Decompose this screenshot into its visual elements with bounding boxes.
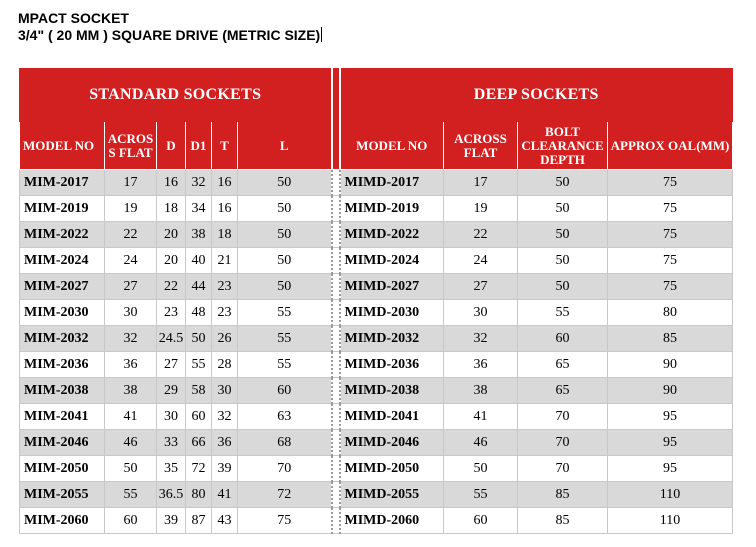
std-l-cell: 50 xyxy=(238,274,332,300)
header-std-d: D xyxy=(157,122,186,170)
header-std-t: T xyxy=(212,122,238,170)
table-row xyxy=(20,508,733,534)
socket-spec-table xyxy=(19,68,733,534)
std-l-cell: 68 xyxy=(238,430,332,456)
deep-model-cell: MIMD-2017 xyxy=(340,170,444,196)
deep-model-cell: MIMD-2030 xyxy=(340,300,444,326)
header-row xyxy=(20,122,733,170)
table-row xyxy=(20,326,733,352)
deep-model-cell: MIMD-2055 xyxy=(340,482,444,508)
std-l-cell: 50 xyxy=(238,170,332,196)
column-separator xyxy=(332,122,340,170)
std-t-cell: 21 xyxy=(212,248,238,274)
title-line-2 xyxy=(18,27,322,44)
deep-model-cell: MIMD-2032 xyxy=(340,326,444,352)
deep-model-cell: MIMD-2060 xyxy=(340,508,444,534)
deep-across-flat-cell: 55 xyxy=(444,482,518,508)
column-separator xyxy=(332,170,340,196)
std-d-cell: 24.5 xyxy=(157,326,186,352)
deep-oal-cell: 75 xyxy=(608,196,733,222)
deep-oal-cell: 75 xyxy=(608,222,733,248)
table-row xyxy=(20,352,733,378)
std-d-cell: 35 xyxy=(157,456,186,482)
deep-oal-cell: 90 xyxy=(608,352,733,378)
deep-across-flat-cell: 41 xyxy=(444,404,518,430)
deep-bolt-clearance-cell: 65 xyxy=(518,352,608,378)
column-separator xyxy=(332,352,340,378)
deep-bolt-clearance-cell: 50 xyxy=(518,196,608,222)
std-d1-cell: 32 xyxy=(186,170,212,196)
std-t-cell: 16 xyxy=(212,170,238,196)
table-row xyxy=(20,482,733,508)
header-deep-across-flat: ACROSS FLAT xyxy=(444,122,518,170)
std-across-flat-cell: 46 xyxy=(105,430,157,456)
banner-row xyxy=(20,69,733,122)
table-row xyxy=(20,456,733,482)
std-across-flat-cell: 19 xyxy=(105,196,157,222)
std-model-cell: MIM-2024 xyxy=(20,248,105,274)
header-deep-bolt-clearance: BOLT CLEARANCE DEPTH xyxy=(518,122,608,170)
column-separator xyxy=(332,430,340,456)
std-l-cell: 70 xyxy=(238,456,332,482)
header-std-across-flat: ACROS S FLAT xyxy=(105,122,157,170)
std-model-cell: MIM-2055 xyxy=(20,482,105,508)
std-l-cell: 50 xyxy=(238,222,332,248)
deep-bolt-clearance-cell: 50 xyxy=(518,248,608,274)
deep-bolt-clearance-cell: 70 xyxy=(518,404,608,430)
std-d1-cell: 66 xyxy=(186,430,212,456)
deep-across-flat-cell: 19 xyxy=(444,196,518,222)
std-d-cell: 29 xyxy=(157,378,186,404)
std-across-flat-cell: 41 xyxy=(105,404,157,430)
std-d1-cell: 60 xyxy=(186,404,212,430)
std-d-cell: 20 xyxy=(157,222,186,248)
table-row xyxy=(20,170,733,196)
std-t-cell: 16 xyxy=(212,196,238,222)
deep-oal-cell: 85 xyxy=(608,326,733,352)
deep-bolt-clearance-cell: 50 xyxy=(518,222,608,248)
text-cursor xyxy=(321,27,322,42)
std-d-cell: 22 xyxy=(157,274,186,300)
deep-bolt-clearance-cell: 70 xyxy=(518,430,608,456)
header-deep-oal: APPROX OAL(MM) xyxy=(608,122,733,170)
deep-bolt-clearance-cell: 50 xyxy=(518,274,608,300)
standard-sockets-banner: STANDARD SOCKETS xyxy=(20,69,332,122)
std-model-cell: MIM-2032 xyxy=(20,326,105,352)
deep-oal-cell: 80 xyxy=(608,300,733,326)
std-across-flat-cell: 17 xyxy=(105,170,157,196)
std-across-flat-cell: 55 xyxy=(105,482,157,508)
std-d1-cell: 34 xyxy=(186,196,212,222)
deep-across-flat-cell: 30 xyxy=(444,300,518,326)
std-t-cell: 39 xyxy=(212,456,238,482)
header-std-d1: D1 xyxy=(186,122,212,170)
header-std-model: MODEL NO xyxy=(20,122,105,170)
table-row xyxy=(20,300,733,326)
deep-model-cell: MIMD-2027 xyxy=(340,274,444,300)
std-l-cell: 60 xyxy=(238,378,332,404)
std-t-cell: 36 xyxy=(212,430,238,456)
table-row xyxy=(20,222,733,248)
std-d-cell: 18 xyxy=(157,196,186,222)
std-d1-cell: 50 xyxy=(186,326,212,352)
header-deep-model: MODEL NO xyxy=(340,122,444,170)
deep-model-cell: MIMD-2050 xyxy=(340,456,444,482)
std-d-cell: 36.5 xyxy=(157,482,186,508)
std-d-cell: 27 xyxy=(157,352,186,378)
deep-across-flat-cell: 24 xyxy=(444,248,518,274)
column-separator xyxy=(332,196,340,222)
table-row xyxy=(20,430,733,456)
std-d1-cell: 72 xyxy=(186,456,212,482)
deep-model-cell: MIMD-2041 xyxy=(340,404,444,430)
std-across-flat-cell: 27 xyxy=(105,274,157,300)
deep-model-cell: MIMD-2019 xyxy=(340,196,444,222)
deep-sockets-banner: DEEP SOCKETS xyxy=(340,69,733,122)
column-separator xyxy=(332,248,340,274)
std-t-cell: 26 xyxy=(212,326,238,352)
std-d1-cell: 58 xyxy=(186,378,212,404)
deep-bolt-clearance-cell: 50 xyxy=(518,170,608,196)
column-separator xyxy=(332,69,340,122)
column-separator xyxy=(332,326,340,352)
deep-bolt-clearance-cell: 55 xyxy=(518,300,608,326)
std-l-cell: 55 xyxy=(238,326,332,352)
std-across-flat-cell: 22 xyxy=(105,222,157,248)
std-d1-cell: 87 xyxy=(186,508,212,534)
table-row xyxy=(20,378,733,404)
column-separator xyxy=(332,508,340,534)
column-separator xyxy=(332,222,340,248)
table-row xyxy=(20,196,733,222)
std-l-cell: 55 xyxy=(238,352,332,378)
std-t-cell: 18 xyxy=(212,222,238,248)
std-l-cell: 55 xyxy=(238,300,332,326)
std-model-cell: MIM-2050 xyxy=(20,456,105,482)
deep-across-flat-cell: 32 xyxy=(444,326,518,352)
deep-oal-cell: 110 xyxy=(608,508,733,534)
deep-oal-cell: 95 xyxy=(608,430,733,456)
std-d-cell: 30 xyxy=(157,404,186,430)
title-line-1: MPACT SOCKET xyxy=(18,10,129,26)
deep-bolt-clearance-cell: 70 xyxy=(518,456,608,482)
deep-across-flat-cell: 27 xyxy=(444,274,518,300)
std-t-cell: 32 xyxy=(212,404,238,430)
deep-oal-cell: 90 xyxy=(608,378,733,404)
std-t-cell: 41 xyxy=(212,482,238,508)
column-separator xyxy=(332,300,340,326)
std-model-cell: MIM-2041 xyxy=(20,404,105,430)
table-row xyxy=(20,274,733,300)
column-separator xyxy=(332,404,340,430)
std-model-cell: MIM-2038 xyxy=(20,378,105,404)
std-d-cell: 33 xyxy=(157,430,186,456)
deep-bolt-clearance-cell: 85 xyxy=(518,508,608,534)
std-across-flat-cell: 60 xyxy=(105,508,157,534)
std-model-cell: MIM-2036 xyxy=(20,352,105,378)
deep-across-flat-cell: 50 xyxy=(444,456,518,482)
table-row xyxy=(20,248,733,274)
deep-bolt-clearance-cell: 60 xyxy=(518,326,608,352)
std-l-cell: 72 xyxy=(238,482,332,508)
std-d-cell: 39 xyxy=(157,508,186,534)
std-t-cell: 23 xyxy=(212,300,238,326)
std-across-flat-cell: 32 xyxy=(105,326,157,352)
deep-across-flat-cell: 17 xyxy=(444,170,518,196)
deep-across-flat-cell: 22 xyxy=(444,222,518,248)
std-across-flat-cell: 38 xyxy=(105,378,157,404)
deep-model-cell: MIMD-2036 xyxy=(340,352,444,378)
std-model-cell: MIM-2060 xyxy=(20,508,105,534)
std-d1-cell: 44 xyxy=(186,274,212,300)
std-model-cell: MIM-2019 xyxy=(20,196,105,222)
deep-across-flat-cell: 38 xyxy=(444,378,518,404)
std-d1-cell: 55 xyxy=(186,352,212,378)
deep-oal-cell: 75 xyxy=(608,170,733,196)
std-d1-cell: 38 xyxy=(186,222,212,248)
std-across-flat-cell: 50 xyxy=(105,456,157,482)
deep-model-cell: MIMD-2038 xyxy=(340,378,444,404)
deep-bolt-clearance-cell: 85 xyxy=(518,482,608,508)
std-t-cell: 28 xyxy=(212,352,238,378)
deep-oal-cell: 75 xyxy=(608,248,733,274)
std-d1-cell: 48 xyxy=(186,300,212,326)
std-across-flat-cell: 24 xyxy=(105,248,157,274)
std-model-cell: MIM-2030 xyxy=(20,300,105,326)
std-l-cell: 75 xyxy=(238,508,332,534)
column-separator xyxy=(332,378,340,404)
column-separator xyxy=(332,482,340,508)
title-line-2-text: 3/4" ( 20 MM ) SQUARE DRIVE (METRIC SIZE) xyxy=(18,27,321,43)
std-d-cell: 23 xyxy=(157,300,186,326)
std-d-cell: 20 xyxy=(157,248,186,274)
deep-across-flat-cell: 46 xyxy=(444,430,518,456)
std-model-cell: MIM-2017 xyxy=(20,170,105,196)
std-model-cell: MIM-2027 xyxy=(20,274,105,300)
header-std-l: L xyxy=(238,122,332,170)
deep-oal-cell: 75 xyxy=(608,274,733,300)
std-model-cell: MIM-2046 xyxy=(20,430,105,456)
table-row xyxy=(20,404,733,430)
deep-model-cell: MIMD-2022 xyxy=(340,222,444,248)
document-title xyxy=(18,10,322,44)
column-separator xyxy=(332,456,340,482)
deep-bolt-clearance-cell: 65 xyxy=(518,378,608,404)
std-t-cell: 43 xyxy=(212,508,238,534)
column-separator xyxy=(332,274,340,300)
std-t-cell: 23 xyxy=(212,274,238,300)
std-model-cell: MIM-2022 xyxy=(20,222,105,248)
deep-model-cell: MIMD-2024 xyxy=(340,248,444,274)
deep-oal-cell: 95 xyxy=(608,456,733,482)
std-d-cell: 16 xyxy=(157,170,186,196)
deep-oal-cell: 95 xyxy=(608,404,733,430)
std-across-flat-cell: 36 xyxy=(105,352,157,378)
std-d1-cell: 40 xyxy=(186,248,212,274)
std-l-cell: 50 xyxy=(238,196,332,222)
std-l-cell: 50 xyxy=(238,248,332,274)
std-l-cell: 63 xyxy=(238,404,332,430)
deep-across-flat-cell: 36 xyxy=(444,352,518,378)
std-t-cell: 30 xyxy=(212,378,238,404)
deep-model-cell: MIMD-2046 xyxy=(340,430,444,456)
std-across-flat-cell: 30 xyxy=(105,300,157,326)
deep-oal-cell: 110 xyxy=(608,482,733,508)
deep-across-flat-cell: 60 xyxy=(444,508,518,534)
std-d1-cell: 80 xyxy=(186,482,212,508)
